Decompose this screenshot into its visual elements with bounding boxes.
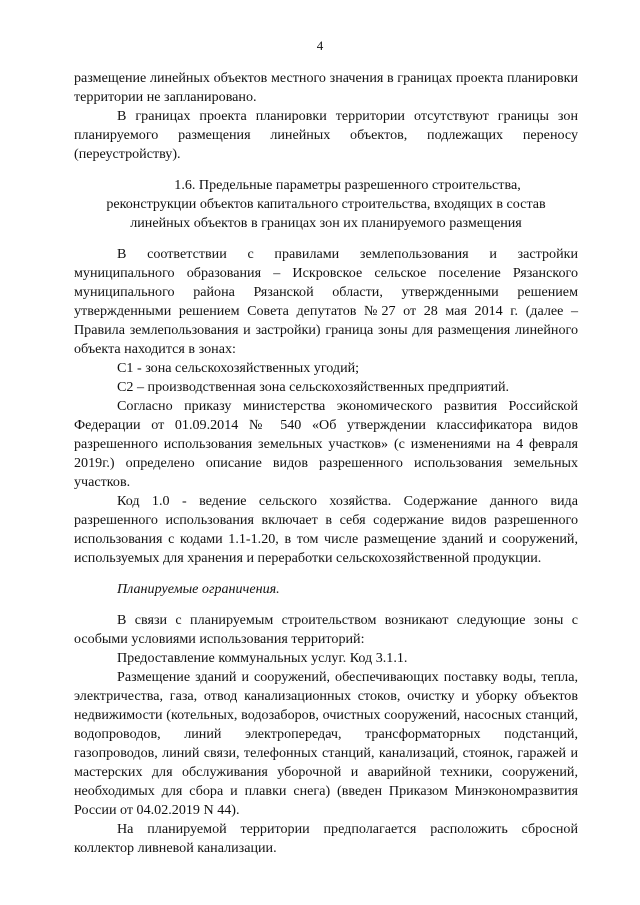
spacer: [74, 568, 578, 580]
paragraph-code-3-1-1: Предоставление коммунальных услуг. Код 3.1.1.: [117, 650, 408, 666]
page-number: 4: [316, 38, 324, 53]
paragraph-order-540: Согласно приказу министерства экономического развития Российской Федерации от 01.09.2014 № 540 «Об утверждении классификатора видов разрешенного использования земельных участков» (с изменениями на 4 февраля 2019г.) определено описание видов разрешенного использования земельных участков.: [74, 398, 578, 490]
subheading-planned-restrictions: Планируемые ограничения.: [117, 581, 280, 597]
paragraph-zone-c1: С1 - зона сельскохозяйственных угодий;: [117, 360, 360, 376]
spacer: [74, 164, 578, 176]
document-body: [74, 69, 578, 858]
paragraph-utilities-description: Размещение зданий и сооружений, обеспечивающих поставку воды, тепла, электричества, газа, отвод канализационных стоков, очистку и уборку объектов недвижимости (котельных, водозаборов, очистных сооружений, насосных станций, водопроводов, линий электропередач, трансформаторных подстанций, газопроводов, линий связи, телефонных станций, канализаций, стоянок, гаражей и мастерских для обслуживания уборочной и аварийной техники, сооружений, необходимых для сбора и плавки снега) (введен Приказом Минэкономразвития России от 04.02.2019 N 44).: [74, 669, 578, 818]
spacer: [74, 233, 578, 245]
paragraph-continuation: размещение линейных объектов местного значения в границах проекта планировки территории не запланировано.: [74, 70, 578, 105]
section-heading-1-6: 1.6. Предельные параметры разрешенного строительства, реконструкции объектов капитального строительства, входящих в состав линейных объектов в границах зон их планируемого размещения: [106, 177, 546, 231]
paragraph-relocation-zones: В границах проекта планировки территории отсутствуют границы зон планируемого размещения линейных объектов, подлежащих переносу (переустройству).: [74, 108, 578, 162]
paragraph-zone-c2: С2 – производственная зона сельскохозяйственных предприятий.: [117, 379, 510, 395]
paragraph-storm-collector: На планируемой территории предполагается расположить сбросной коллектор ливневой канализации.: [74, 821, 578, 856]
paragraph-special-zones: В связи с планируемым строительством возникают следующие зоны с особыми условиями использования территорий:: [74, 612, 578, 647]
spacer: [74, 599, 578, 611]
paragraph-zoning-rules: В соответствии с правилами землепользования и застройки муниципального образования – Искровское сельское поселение Рязанского муниципального района Рязанской области, утвержденными решением утвержденными решением Совета депутатов №27 от 28 мая 2014 г. (далее – Правила землепользования и застройки) граница зоны для размещения линейного объекта находится в зонах:: [74, 246, 578, 357]
paragraph-code-1-0: Код 1.0 - ведение сельского хозяйства. Содержание данного вида разрешенного использования включает в себя содержание видов разрешенного использования с кодами 1.1-1.20, в том числе размещение зданий и сооружений, используемых для хранения и переработки сельскохозяйственной продукции.: [74, 493, 578, 566]
